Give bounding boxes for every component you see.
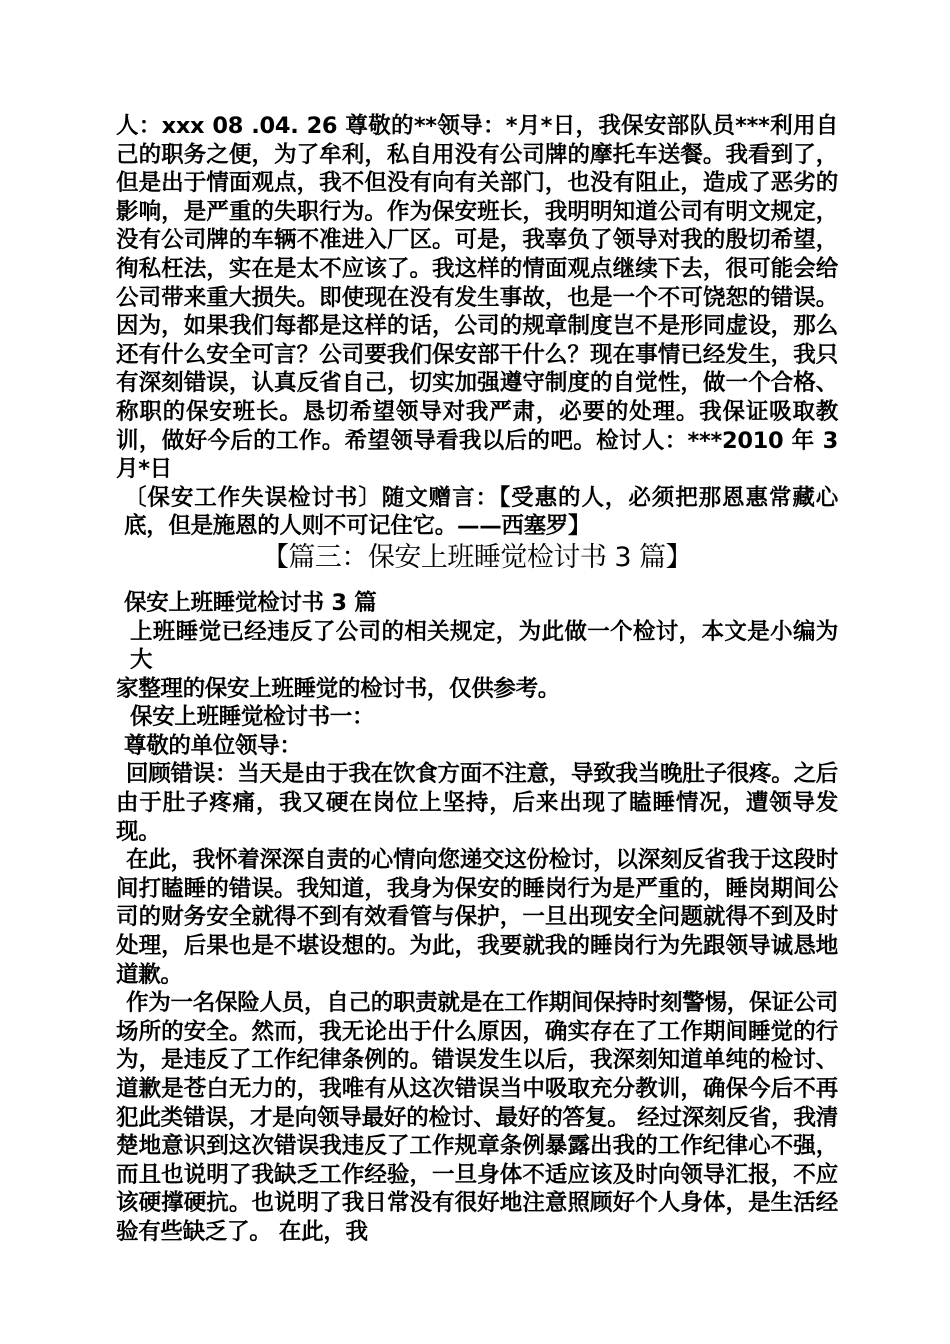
intro-paragraph: 人：xxx 08 .04. 26 尊敬的**领导：*月*日，我保安部队员***利用自己的职务之便，为了牟利，私自用没有公司牌的摩托车送餐。我看到了，但是出于情面观点，我不但没有向有关部门，也没有阻止，造成了恶劣的影响，是严重的失职行为。作为保安班长，我明明知道公司有明文规定，没有公司牌的车辆不准进入厂区。可是，我辜负了领导对我的殷切希望，徇私枉法，实在是太不应该了。我这样的情面观点继续下去，很可能会给公司带来重大损失。即使现在没有发生事故，也是一个不可饶恕的错误。因为，如果我们每都是这样的话，公司的规章制度岂不是形同虚设，那么还有什么安全可言？公司要我们保安部干什么？现在事情已经发生，我只有深刻错误，认真反省自己，切实加强遵守制度的自觉性，做一个合格、称职的保安班长。恳切希望领导对我严肃，必要的处理。我保证吸取教训，做好今后的工作。希望领导看我以后的吧。检讨人：***2010 年 3 月*日 [116,113,838,483]
document-page [116,112,838,1247]
title-spacer [116,575,838,589]
letter-title: 保安上班睡觉检讨书一： [130,704,375,731]
subtitle: 保安上班睡觉检讨书 3 篇 [124,589,377,616]
summary-line-2: 家整理的保安上班睡觉的检讨书，仅供参考。 [116,675,561,702]
section-title: 【篇三：保安上班睡觉检讨书 3 篇】 [261,541,693,573]
reflection-paragraph: 作为一名保险人员，自己的职责就是在工作期间保持时刻警惕，保证公司场所的安全。然而，我无论出于什么原因，确实存在了工作期间睡觉的行为，是违反了工作纪律条例的。错误发生以后，我深刻知道单纯的检讨、道歉是苍白无力的，我唯有从这次错误当中吸取充分教训，确保今后不再犯此类错误，才是向领导最好的检讨、最好的答复。 经过深刻反省，我清楚地意识到这次错误我违反了工作规章条例暴露出我的工作纪律心不强，而且也说明了我缺乏工作经验，一旦身体不适应该及时向领导汇报，不应该硬撑硬抗。也说明了我日常没有很好地注意照顾好个人身体，是生活经验有些缺乏了。 在此，我 [116,990,838,1245]
summary-line-1: 上班睡觉已经违反了公司的相关规定，为此做一个检讨，本文是小编为大 [130,618,838,674]
apology-paragraph: 在此，我怀着深深自责的心情向您递交这份检讨，以深刻反省我于这段时间打瞌睡的错误。我知道，我身为保安的睡岗行为是严重的，睡岗期间公司的财务安全就得不到有效看管与保护，一旦出现安全问题就得不到及时处理，后果也是不堪设想的。为此，我要就我的睡岗行为先跟领导诚恳地道歉。 [116,847,838,988]
review-paragraph: 回顾错误：当天是由于我在饮食方面不注意，导致我当晚肚子很疼。之后由于肚子疼痛，我又硬在岗位上坚持，后来出现了瞌睡情况，遭领导发现。 [116,761,838,845]
quote-paragraph: 〔保安工作失误检讨书〕随文赠言：【受惠的人，必须把那恩惠常藏心底，但是施恩的人则不可记住它。——西塞罗】 [124,484,838,540]
salutation: 尊敬的单位领导： [124,732,302,759]
